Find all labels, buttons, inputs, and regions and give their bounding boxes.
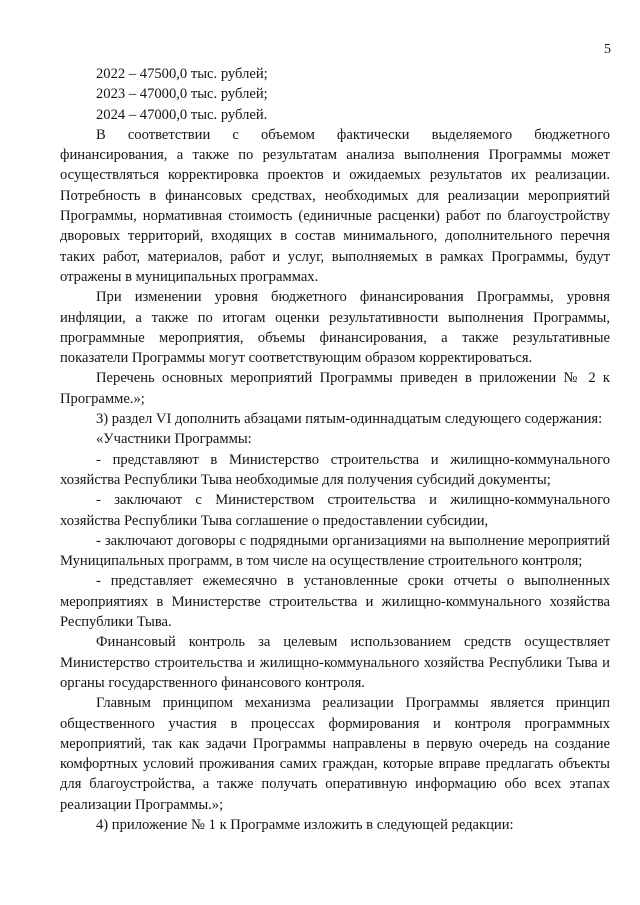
paragraph-section-vi: 3) раздел VI дополнить абзацами пятым-одиннадцатым следующего содержания: — [96, 411, 603, 428]
budget-line-2023: 2023 – 47000,0 тыс. рублей; — [96, 86, 268, 103]
paragraph-budget-change: При изменении уровня бюджетного финансирования Программы, уровня инфляции, а также по итогам оценки результативности выполнения Программы, программные мероприятия, объемы финансирования, а также результативные показатели Программы могут соответствующим образом корректироваться. — [60, 289, 610, 367]
list-item-monthly-reports: - представляет ежемесячно в установленные сроки отчеты о выполненных мероприятиях в Министерстве строительства и жилищно-коммунального хозяйства Республики Тыва. — [60, 573, 610, 631]
list-item-conclude-agreement: - заключают с Министерством строительства и жилищно-коммунального хозяйства Республики Тыва соглашение о предоставлении субсидии, — [60, 492, 610, 529]
paragraph-appendix-1: 4) приложение № 1 к Программе изложить в следующей редакции: — [96, 816, 514, 833]
budget-line-2024: 2024 – 47000,0 тыс. рублей. — [96, 106, 268, 123]
document-body — [60, 64, 610, 835]
budget-line-2022: 2022 – 47500,0 тыс. рублей; — [96, 66, 268, 82]
paragraph-main-principle: Главным принципом механизма реализации Программы является принцип общественного участия в процессах формирования и контроля программных мероприятий, так как задачи Программы направлены в первую очередь на создание комфортных условий проживания самих граждан, которые вправе предлагать объекты для благоустройства, а также получать оперативную информацию обо всех этапах реализации Программы.»; — [60, 695, 610, 813]
paragraph-financial-control: Финансовый контроль за целевым использованием средств осуществляет Министерство строительства и жилищно-коммунального хозяйства Республики Тыва и органы государственного финансового контроля. — [60, 634, 610, 691]
list-item-submit-documents: - представляют в Министерство строительства и жилищно-коммунального хозяйства Республики Тыва необходимые для получения субсидий документы; — [60, 451, 610, 488]
paragraph-activities-list: Перечень основных мероприятий Программы приведен в приложении № 2 к Программе.»; — [60, 370, 610, 407]
paragraph-financing-correction: В соответствии с объемом фактически выделяемого бюджетного финансирования, а также по результатам анализа выполнения Программы может осуществляться корректировка проектов и ожидаемых результатов их реализации. Потребность в финансовых средствах, необходимых для реализации мероприятий Программы, нормативная стоимость (единичные расценки) работ по благоустройству дворовых территорий, входящих в состав минимального, дополнительного перечня таких работ, материалов, работ и услуг, выполняемых в рамках Программы, будут отражены в муниципальных программах. — [60, 126, 610, 285]
page-number: 5 — [604, 42, 611, 57]
list-item-contractor-agreements: - заключают договоры с подрядными организациями на выполнение мероприятий Муниципальных программ, в том числе на осуществление строительного контроля; — [60, 532, 610, 570]
paragraph-participants-heading: «Участники Программы: — [96, 431, 252, 448]
